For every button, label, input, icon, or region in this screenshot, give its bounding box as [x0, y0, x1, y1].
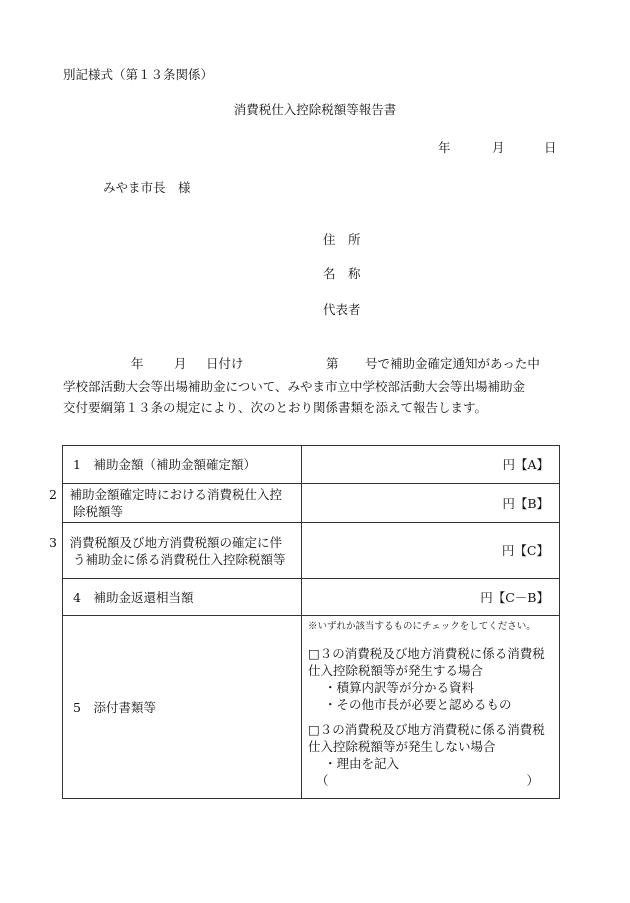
- table-row: [63, 579, 560, 616]
- body-line-3: 交付要綱第１３条の規定により、次のとおり関係書類を添えて報告します。: [63, 400, 488, 415]
- attachments-row: [63, 616, 560, 799]
- attachments-label: 5 添付書類等: [63, 616, 302, 799]
- date-day: 日: [544, 140, 557, 155]
- row-value: 円【C－B】: [302, 579, 560, 616]
- attachments-note: ※いずれか該当するものにチェックをしてください。: [308, 621, 536, 632]
- option-1-item: ・積算内訳等が分かる資料: [324, 680, 475, 695]
- row-value: 円【B】: [302, 484, 560, 523]
- document-title: 消費税仕入控除税額等報告書: [233, 102, 397, 117]
- body-number-prefix: 第: [326, 356, 339, 371]
- table-row: [63, 484, 560, 523]
- addressee: みやま市長 様: [103, 180, 191, 195]
- body-month: 月: [174, 356, 187, 371]
- reason-field[interactable]: [308, 772, 551, 789]
- option-2: [308, 721, 551, 789]
- date-year: 年: [438, 140, 451, 155]
- option-2-item: ・理由を記入: [324, 756, 400, 771]
- table-row: [63, 523, 560, 579]
- attachments-content: [302, 616, 560, 799]
- option-1-text: □３の消費税及び地方消費税に係る消費税仕入控除税額等が発生する場合: [308, 646, 545, 678]
- row-label: 4 補助金返還相当額: [63, 579, 302, 616]
- reason-paren-open: （: [316, 773, 329, 788]
- report-table: [49, 445, 560, 799]
- body-year: 年: [131, 356, 144, 371]
- body-line-2: 学校部活動大会等出場補助金について、みやま市立中学校部活動大会等出場補助金: [63, 379, 526, 394]
- row-label: 1 補助金額（補助金額確定額）: [63, 446, 302, 484]
- applicant-representative-label: 代表者: [323, 302, 361, 317]
- row-value: 円【C】: [302, 523, 560, 579]
- body-dated: 日付け: [206, 356, 244, 371]
- applicant-address-label: 住 所: [323, 232, 361, 247]
- option-2-text: □３の消費税及び地方消費税に係る消費税仕入控除税額等が発生しない場合: [308, 722, 545, 754]
- option-1-item: ・その他市長が必要と認めるもの: [324, 697, 512, 712]
- applicant-name-label: 名 称: [323, 266, 361, 281]
- table-row: [63, 446, 560, 484]
- row-label: 3 消費税額及び地方消費税額の確定に伴う補助金に係る消費税仕入控除税額等: [63, 523, 302, 579]
- date-month: 月: [492, 140, 505, 155]
- row-label: 2 補助金額確定時における消費税仕入控除税額等: [63, 484, 302, 523]
- body-line-1-rest: 号で補助金確定通知があった中: [365, 356, 540, 371]
- form-label: 別記様式（第１３条関係）: [63, 67, 214, 82]
- option-1: [308, 645, 551, 713]
- row-value: 円【A】: [302, 446, 560, 484]
- reason-paren-close: ）: [526, 773, 539, 788]
